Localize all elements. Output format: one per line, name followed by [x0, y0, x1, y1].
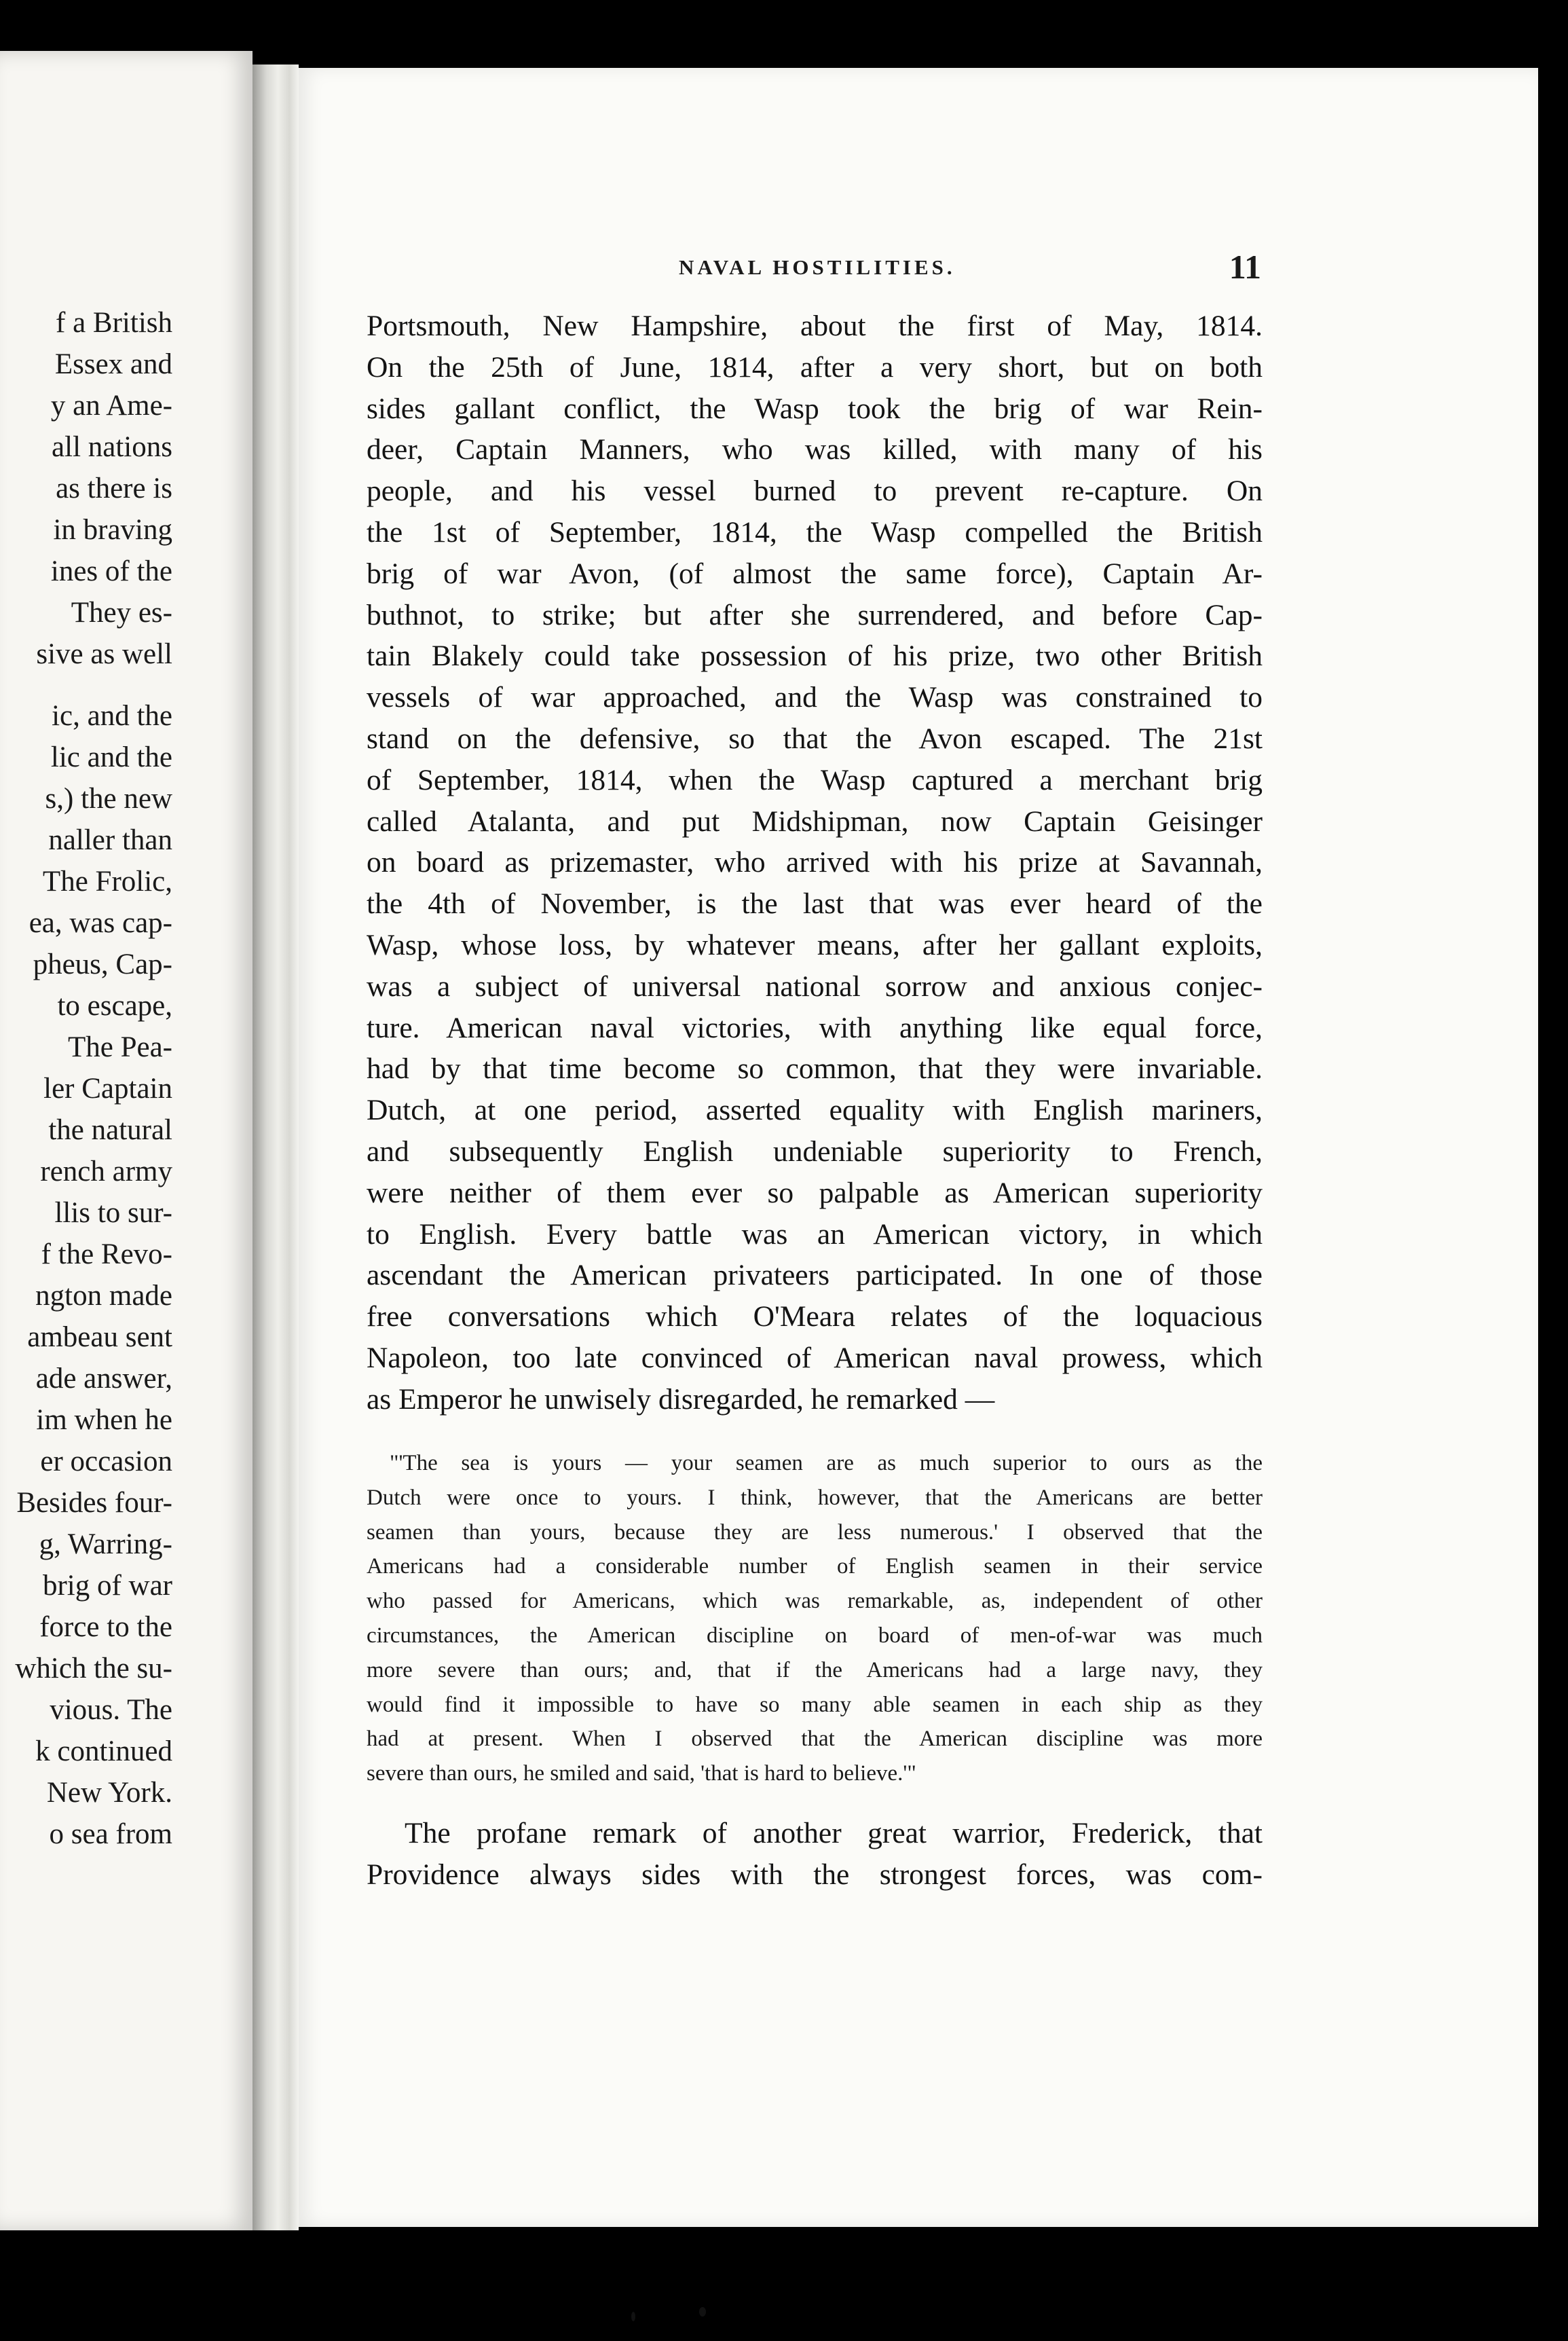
left-page-line: er occasion [40, 1445, 172, 1477]
left-page-line: The Frolic, [42, 866, 172, 898]
body-line: the 4th of November, is the last that was ever heard of the [367, 887, 1263, 921]
body-line: sides gallant conflict, the Wasp took the brig of war Rein- [367, 392, 1263, 425]
quote-line: circumstances, the American discipline on board of men-of-war was much [367, 1623, 1263, 1648]
left-page-line: Besides four- [16, 1487, 172, 1519]
quote-line: more severe than ours; and, that if the Americans had a large navy, they [367, 1657, 1263, 1682]
quote-line: Dutch were once to yours. I think, however, that the Americans are better [367, 1485, 1263, 1510]
body-line: the 1st of September, 1814, the Wasp compelled the British [367, 515, 1263, 549]
body-line: free conversations which O'Meara relates of the loquacious [367, 1300, 1263, 1333]
body-line: were neither of them ever so palpable as American superiority [367, 1176, 1263, 1209]
left-page-line: llis to sur- [54, 1197, 172, 1229]
body-line: deer, Captain Manners, who was killed, with many of his [367, 433, 1263, 466]
left-page-line: lic and the [50, 741, 172, 773]
body-line: people, and his vessel burned to prevent re-capture. On [367, 475, 1263, 508]
running-head: NAVAL HOSTILITIES. [679, 255, 956, 279]
quote-line: would find it impossible to have so many able seamen in each ship as they [367, 1692, 1263, 1717]
left-page-line: the natural [48, 1114, 172, 1146]
body-paragraph [367, 306, 1263, 1420]
quote-line: "'The sea is yours — your seamen are as much superior to ours as the [390, 1451, 1263, 1475]
left-page-line: f a British [56, 307, 172, 339]
left-page-line: ngton made [35, 1280, 172, 1312]
left-page [0, 51, 253, 2230]
body-line: stand on the defensive, so that the Avon escaped. The 21st [367, 722, 1263, 755]
left-page-line: f the Revo- [41, 1238, 172, 1270]
body-line: was a subject of universal national sorrow and anxious conjec- [367, 970, 1263, 1003]
left-page-line: y an Ame- [50, 390, 172, 422]
left-page-line: g, Warring- [39, 1528, 172, 1560]
page-number: 11 [1229, 248, 1261, 286]
body-line: ascendant the American privateers participated. In one of those [367, 1259, 1263, 1292]
body-line: tain Blakely could take possession of his prize, two other British [367, 640, 1263, 673]
body-line: Napoleon, too late convinced of American naval prowess, which [367, 1341, 1263, 1374]
body-line: Wasp, whose loss, by whatever means, after her gallant exploits, [367, 928, 1263, 961]
left-page-line: ic, and the [52, 700, 172, 732]
body-line: Portsmouth, New Hampshire, about the first of May, 1814. [367, 310, 1263, 342]
body-line: On the 25th of June, 1814, after a very short, but on both [367, 350, 1263, 384]
left-page-line: all nations [52, 431, 172, 463]
body-line: to English. Every battle was an American victory, in which [367, 1217, 1263, 1251]
left-page-line: in braving [53, 514, 172, 546]
closing-line: Providence always sides with the strongest forces, was com- [367, 1858, 1263, 1891]
left-page-line [15, 675, 172, 695]
scan-speck [631, 2312, 635, 2321]
left-page-line: ler Captain [43, 1073, 172, 1105]
left-page-line: ambeau sent [27, 1321, 172, 1353]
body-line: ture. American naval victories, with anything like equal force, [367, 1011, 1263, 1044]
left-page-line: ines of the [50, 555, 172, 587]
left-page-line: ade answer, [35, 1363, 172, 1395]
quote-line: had at present. When I observed that the American discipline was more [367, 1727, 1263, 1752]
quote-line: severe than ours, he smiled and said, 'that is hard to believe.'" [367, 1761, 916, 1786]
left-page-line: vious. The [50, 1694, 172, 1726]
left-page-line: to escape, [57, 990, 172, 1022]
scan-speck [699, 2307, 706, 2317]
body-line: called Atalanta, and put Midshipman, now Captain Geisinger [367, 805, 1263, 838]
closing-line: The profane remark of another great warrior, Frederick, that [405, 1817, 1263, 1849]
body-line: buthnot, to strike; but after she surrendered, and before Cap- [367, 598, 1263, 631]
left-page-line: naller than [48, 824, 172, 856]
left-page-line: im when he [36, 1404, 172, 1436]
book-gutter [253, 64, 299, 2230]
quote-line: Americans had a considerable number of English seamen in their service [367, 1554, 1263, 1579]
closing-paragraph [367, 1813, 1263, 1896]
body-line: of September, 1814, when the Wasp captured a merchant brig [367, 763, 1263, 796]
page-header [679, 248, 1364, 292]
left-page-line: ea, was cap- [29, 907, 172, 939]
left-page-line: o sea from [49, 1818, 172, 1850]
quote-line: seamen than yours, because they are less numerous.' I observed that the [367, 1519, 1263, 1545]
left-page-line: pheus, Cap- [33, 948, 172, 980]
quote-line: who passed for Americans, which was remarkable, as, independent of other [367, 1589, 1263, 1614]
left-page-line: which the su- [15, 1653, 172, 1684]
left-page-line: Essex and [54, 348, 172, 380]
left-page-line: as there is [56, 473, 172, 504]
left-page-line: The Pea- [67, 1031, 172, 1063]
body-line: as Emperor he unwisely disregarded, he remarked — [367, 1382, 995, 1416]
left-page-line: rench army [40, 1156, 172, 1187]
left-page-line: brig of war [42, 1570, 172, 1602]
left-page-line: sive as well [36, 638, 172, 670]
left-page-line: s,) the new [45, 783, 172, 815]
left-page-line: k continued [35, 1735, 172, 1767]
body-line: vessels of war approached, and the Wasp was constrained to [367, 681, 1263, 714]
body-line: on board as prizemaster, who arrived with his prize at Savannah, [367, 846, 1263, 879]
body-line: and subsequently English undeniable superiority to French, [367, 1135, 1263, 1168]
left-page-text [15, 302, 172, 1855]
left-page-line: force to the [39, 1611, 172, 1643]
body-line: Dutch, at one period, asserted equality with English mariners, [367, 1094, 1263, 1127]
block-quote [367, 1446, 1263, 1791]
left-page-line: They es- [71, 597, 172, 629]
left-page-line: New York. [46, 1777, 172, 1809]
body-line: had by that time become so common, that they were invariable. [367, 1052, 1263, 1086]
body-line: brig of war Avon, (of almost the same force), Captain Ar- [367, 557, 1263, 590]
